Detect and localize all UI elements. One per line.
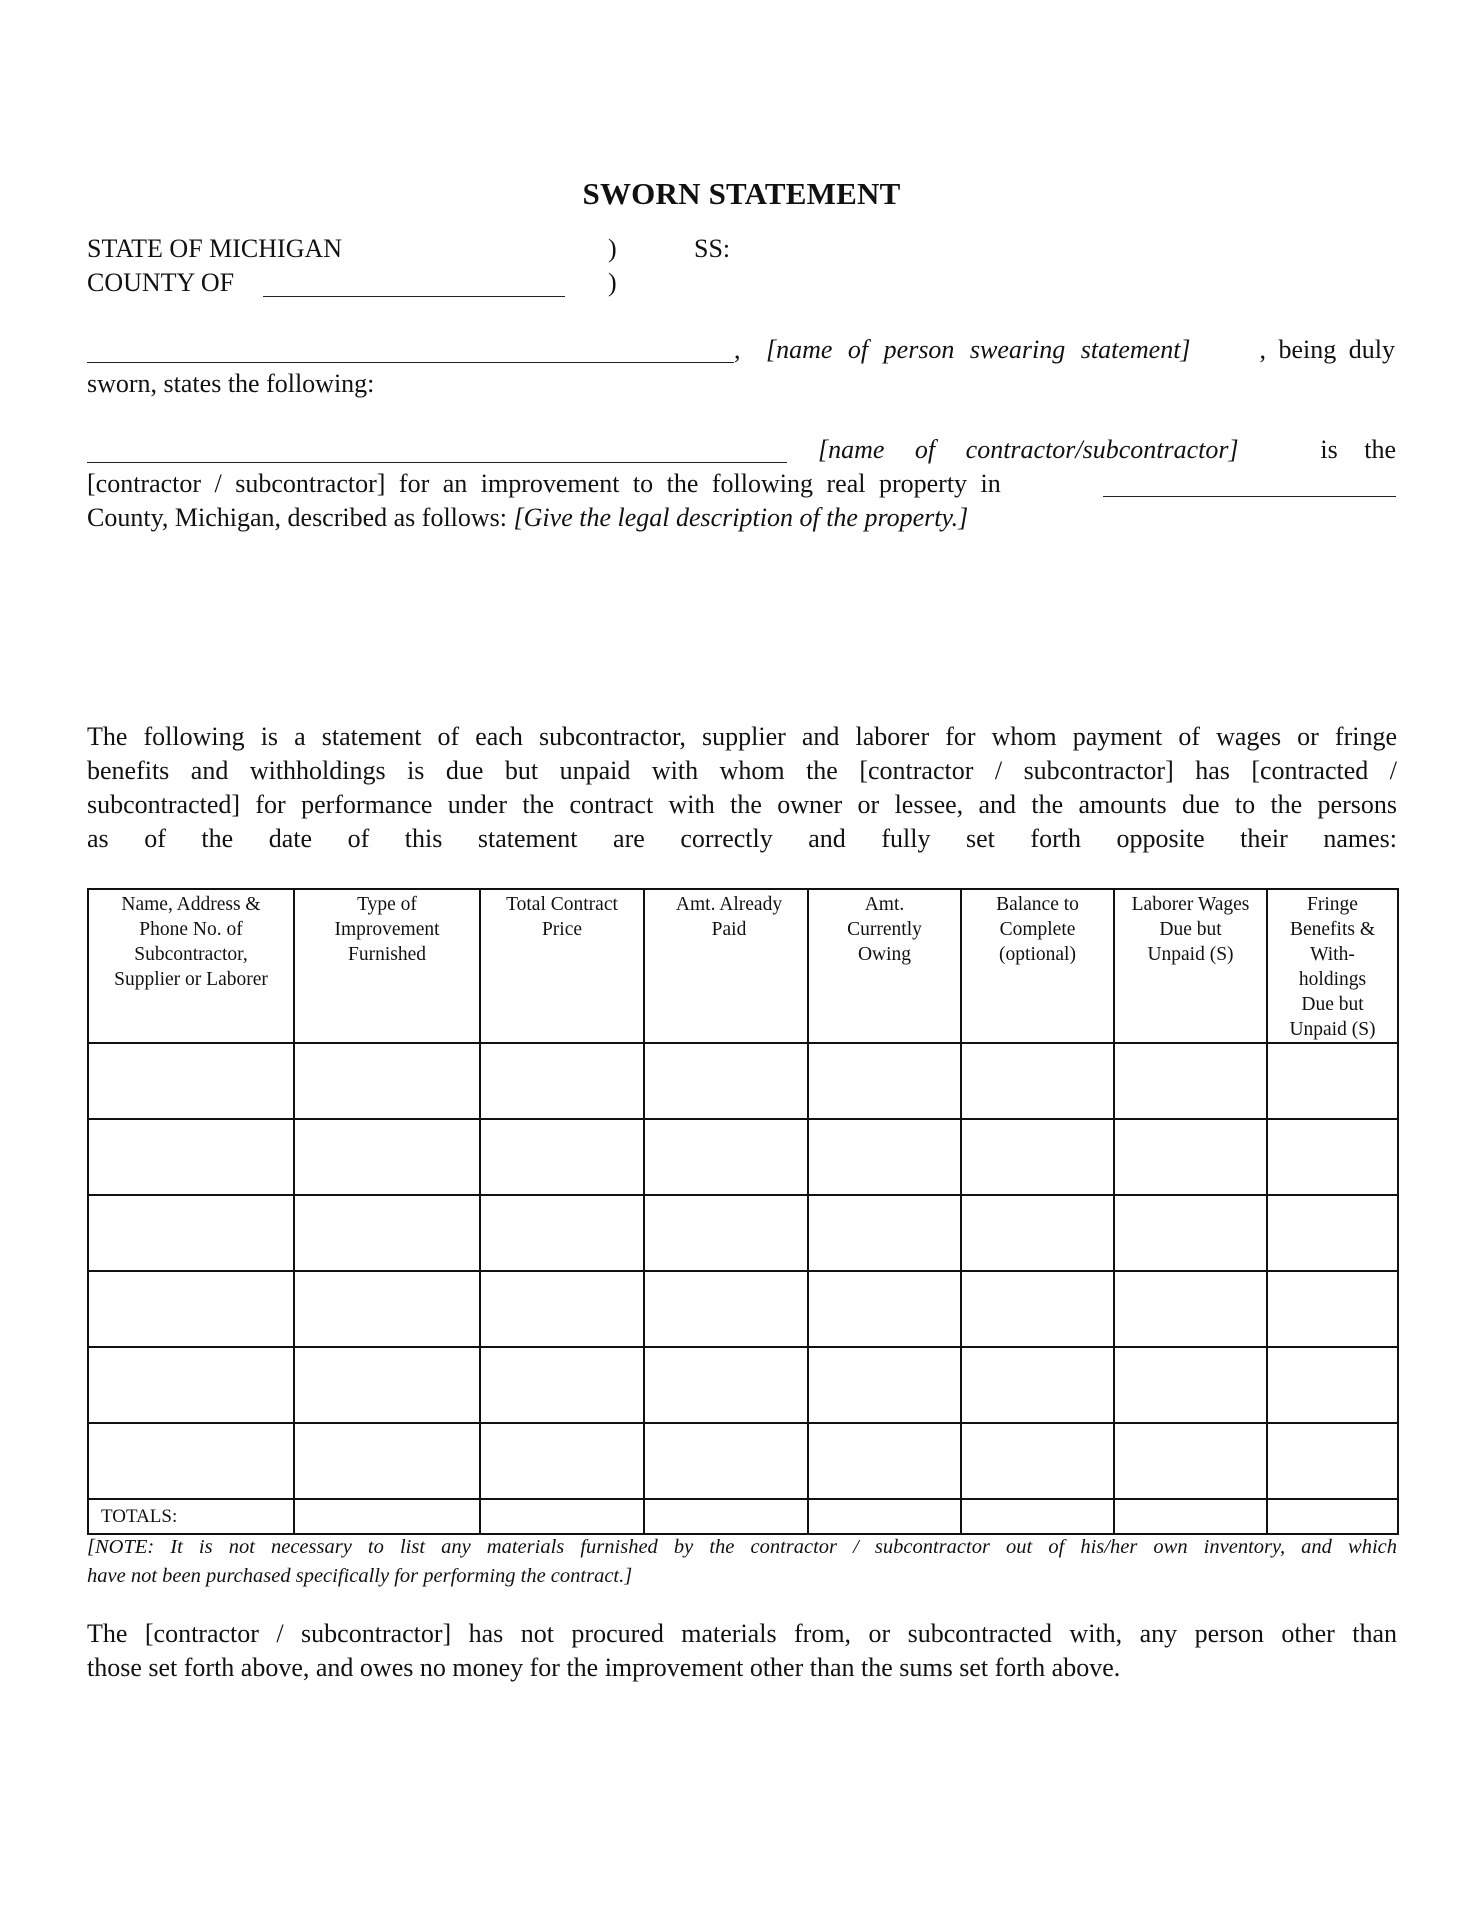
table-cell[interactable] [88,1271,294,1347]
header-name-address: Name, Address & Phone No. of Subcontractor, Supplier or Laborer [88,889,294,1043]
table-cell[interactable] [88,1347,294,1423]
table-cell[interactable] [88,1119,294,1195]
statement-line: The following is a statement of each subcontractor, supplier and laborer for whom payment of wages or fringe [87,722,1397,751]
note-line: [NOTE: It is not necessary to list any materials furnished by the contractor / subcontractor out of his/her own inventory, and which [87,1536,1397,1558]
property-county-field[interactable] [1103,476,1396,497]
table-cell[interactable] [480,1423,644,1499]
header-balance-to-complete: Balance to Complete (optional) [961,889,1114,1043]
table-cell[interactable] [1114,1271,1267,1347]
table-cell[interactable] [644,1043,808,1119]
table-row [88,1043,1398,1119]
table-cell[interactable] [480,1043,644,1119]
table-cell[interactable] [961,1043,1114,1119]
table-row [88,1271,1398,1347]
header-laborer-wages: Laborer Wages Due but Unpaid (S) [1114,889,1267,1043]
table-cell[interactable] [961,1119,1114,1195]
table-row [88,1195,1398,1271]
totals-label: TOTALS: [88,1499,294,1534]
header-amt-already-paid: Amt. Already Paid [644,889,808,1043]
table-row [88,1119,1398,1195]
table-cell[interactable] [88,1423,294,1499]
table-cell[interactable] [294,1043,480,1119]
table-cell[interactable] [644,1119,808,1195]
table-cell[interactable] [1114,1423,1267,1499]
table-cell[interactable] [294,1347,480,1423]
table-cell[interactable] [644,1271,808,1347]
county-label: COUNTY OF [87,268,235,297]
table-cell[interactable] [1267,1119,1398,1195]
line-3-text: County, Michigan, described as follows: [87,503,514,532]
closing-line: The [contractor / subcontractor] has not procured materials from, or subcontracted with, any person other than [87,1619,1397,1648]
table-cell[interactable] [294,1119,480,1195]
table-cell[interactable] [1267,1271,1398,1347]
contractor-is-the: is the [1320,435,1396,464]
contractor-line-2: [contractor / subcontractor] for an improvement to the following real property in [87,469,1001,498]
closing-line: those set forth above, and owes no money for the improvement other than the sums set forth above. [87,1653,1121,1682]
table-cell[interactable] [294,1195,480,1271]
table-cell[interactable] [480,1195,644,1271]
contractor-name-field[interactable] [87,442,787,463]
table-cell[interactable] [808,1271,961,1347]
table-cell[interactable] [294,1271,480,1347]
affiant-placeholder: [name of person swearing statement] [766,335,1191,364]
statement-line: subcontracted] for performance under the contract with the owner or lessee, and the amounts due to the persons [87,790,1397,819]
totals-cell[interactable] [961,1499,1114,1534]
table-cell[interactable] [644,1347,808,1423]
table-cell[interactable] [961,1271,1114,1347]
table-cell[interactable] [961,1423,1114,1499]
table-cell[interactable] [808,1423,961,1499]
table-row [88,1423,1398,1499]
county-blank-field[interactable] [263,276,565,297]
statement-line: benefits and withholdings is due but unpaid with whom the [contractor / subcontractor] has [contracted / [87,756,1397,785]
table-cell[interactable] [808,1347,961,1423]
table-cell[interactable] [961,1347,1114,1423]
contractor-line-3 [87,501,968,535]
totals-cell[interactable] [480,1499,644,1534]
statement-line: as of the date of this statement are correctly and fully set forth opposite their names: [87,824,1397,853]
affiant-comma: , [734,335,741,364]
table-cell[interactable] [88,1195,294,1271]
totals-cell[interactable] [294,1499,480,1534]
totals-cell[interactable] [1267,1499,1398,1534]
note-line: have not been purchased specifically for performing the contract.] [87,1565,633,1587]
contractor-placeholder: [name of contractor/subcontractor] [818,435,1239,464]
header-total-contract-price: Total Contract Price [480,889,644,1043]
table-cell[interactable] [88,1043,294,1119]
document-title: SWORN STATEMENT [582,176,901,211]
legal-description-placeholder: [Give the legal description of the property.] [513,503,969,532]
statement-paragraph [87,720,1397,856]
table-cell[interactable] [1267,1043,1398,1119]
venue-paren-2: ) [608,268,617,297]
header-fringe-benefits: Fringe Benefits & With- holdings Due but Unpaid (S) [1267,889,1398,1043]
table-cell[interactable] [1267,1195,1398,1271]
note [87,1533,1397,1591]
table-cell[interactable] [1267,1347,1398,1423]
table-cell[interactable] [480,1271,644,1347]
table-cell[interactable] [808,1119,961,1195]
closing-paragraph [87,1617,1397,1685]
table-cell[interactable] [1114,1195,1267,1271]
table-cell[interactable] [480,1119,644,1195]
subcontractor-table [87,888,1399,1535]
table-row [88,1347,1398,1423]
venue-paren-1: ) [608,234,617,263]
table-cell[interactable] [480,1347,644,1423]
totals-cell[interactable] [1114,1499,1267,1534]
table-cell[interactable] [808,1195,961,1271]
header-type-of-improvement: Type of Improvement Furnished [294,889,480,1043]
table-cell[interactable] [644,1195,808,1271]
state-label: STATE OF MICHIGAN [87,234,343,263]
table-body [88,1043,1398,1499]
ss-label: SS: [694,234,731,263]
table-cell[interactable] [644,1423,808,1499]
table-header-row [88,889,1398,1043]
table-cell[interactable] [1114,1347,1267,1423]
affiant-being-duly: , being duly [1259,335,1395,364]
table-cell[interactable] [961,1195,1114,1271]
affiant-continuation: sworn, states the following: [87,369,375,398]
totals-cell[interactable] [644,1499,808,1534]
table-cell[interactable] [1114,1119,1267,1195]
totals-cell[interactable] [808,1499,961,1534]
table-cell[interactable] [808,1043,961,1119]
header-amt-currently-owing: Amt. Currently Owing [808,889,961,1043]
table-cell[interactable] [1114,1043,1267,1119]
table-cell[interactable] [294,1423,480,1499]
table-cell[interactable] [1267,1423,1398,1499]
affiant-name-field[interactable] [87,342,734,363]
totals-row [88,1499,1398,1534]
